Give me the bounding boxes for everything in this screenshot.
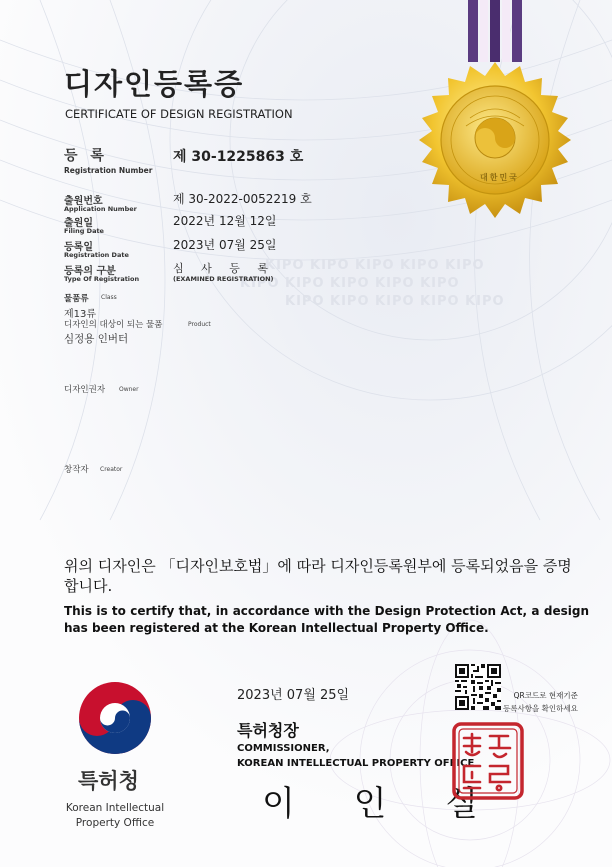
kipo-logo [77,680,153,756]
kipo-watermark: KIPO KIPO KIPO KIPO KIPO [265,258,485,273]
qr-caption-line1: QR코드로 현재기준 [513,691,578,700]
kipo-name-en-line2: Property Office [75,817,155,829]
class-value: 제13류 [64,309,97,320]
application-label: 출원번호 [64,196,103,207]
creator-label-en: Creator [100,466,123,473]
owner-label: 디자인권자 [64,385,106,395]
registration-number: 제 30-1225863 호 [173,149,304,165]
registration-label: 등 록 [64,148,108,164]
commissioner-signature: 이 인 실 [262,784,503,824]
owner-label-en: Owner [119,386,139,393]
kipo-name-en-line1: Korean Intellectual [65,802,165,814]
registration-label-en: Registration Number [64,166,153,175]
commissioner-title-ko: 특허청장 [237,721,299,740]
product-label-en: Product [188,321,211,328]
seal-text: 대한민국 [480,173,519,182]
registration-date-label: 등록일 [64,242,93,253]
registration-type-ko: 심 사 등 록 [173,262,275,275]
filing-date-label: 출원일 [64,218,93,229]
kipo-watermark-3: KIPO KIPO KIPO KIPO KIPO [285,294,505,309]
commissioner-title-en-line1: COMMISSIONER, [237,743,330,754]
product-value: 심정용 인버터 [64,333,129,345]
class-label-en: Class [101,294,117,301]
filing-date: 2022년 12월 12일 [173,214,277,228]
commissioner-title-en [237,741,474,771]
registration-type-label-en: Type Of Registration [64,275,140,283]
issue-date: 2023년 07월 25일 [237,688,350,703]
certificate-title-en: CERTIFICATE OF DESIGN REGISTRATION [65,107,293,121]
kipo-name-ko: 특허청 [78,769,139,793]
statement-ko: 위의 디자인은 「디자인보호법」에 따라 디자인등록원부에 등록되었음을 증명합니다. [64,557,572,595]
class-label: 물품류 [64,294,89,304]
commissioner-title-en-line2: KOREAN INTELLECTUAL PROPERTY OFFICE [237,758,475,769]
official-stamp [452,722,524,800]
registration-date: 2023년 07월 25일 [173,238,277,252]
ribbons [468,0,522,62]
qr-caption-line2: 등록사항을 확인하세요 [503,704,578,713]
qr-code[interactable] [455,664,501,710]
application-label-en: Application Number [64,205,137,213]
kipo-name-en [60,801,170,831]
qr-caption [503,689,578,715]
statement-en: This is to certify that, in accordance with the Design Protection Act, a design has been registered at the Korean Intellectual Property Office. [64,604,589,635]
creator-label: 창작자 [64,465,89,475]
registration-type-en: (EXAMINED REGISTRATION) [173,275,274,283]
product-label: 디자인의 대상이 되는 물품 [64,320,163,330]
kipo-watermark-2: KIPO KIPO KIPO KIPO KIPO [240,276,460,291]
certificate-title-ko: 디자인등록증 [64,67,245,101]
application-number: 제 30-2022-0052219 호 [173,192,312,206]
registration-date-label-en: Registration Date [64,251,129,259]
registration-type-label: 등록의 구분 [64,266,116,277]
filing-date-label-en: Filing Date [64,227,104,235]
